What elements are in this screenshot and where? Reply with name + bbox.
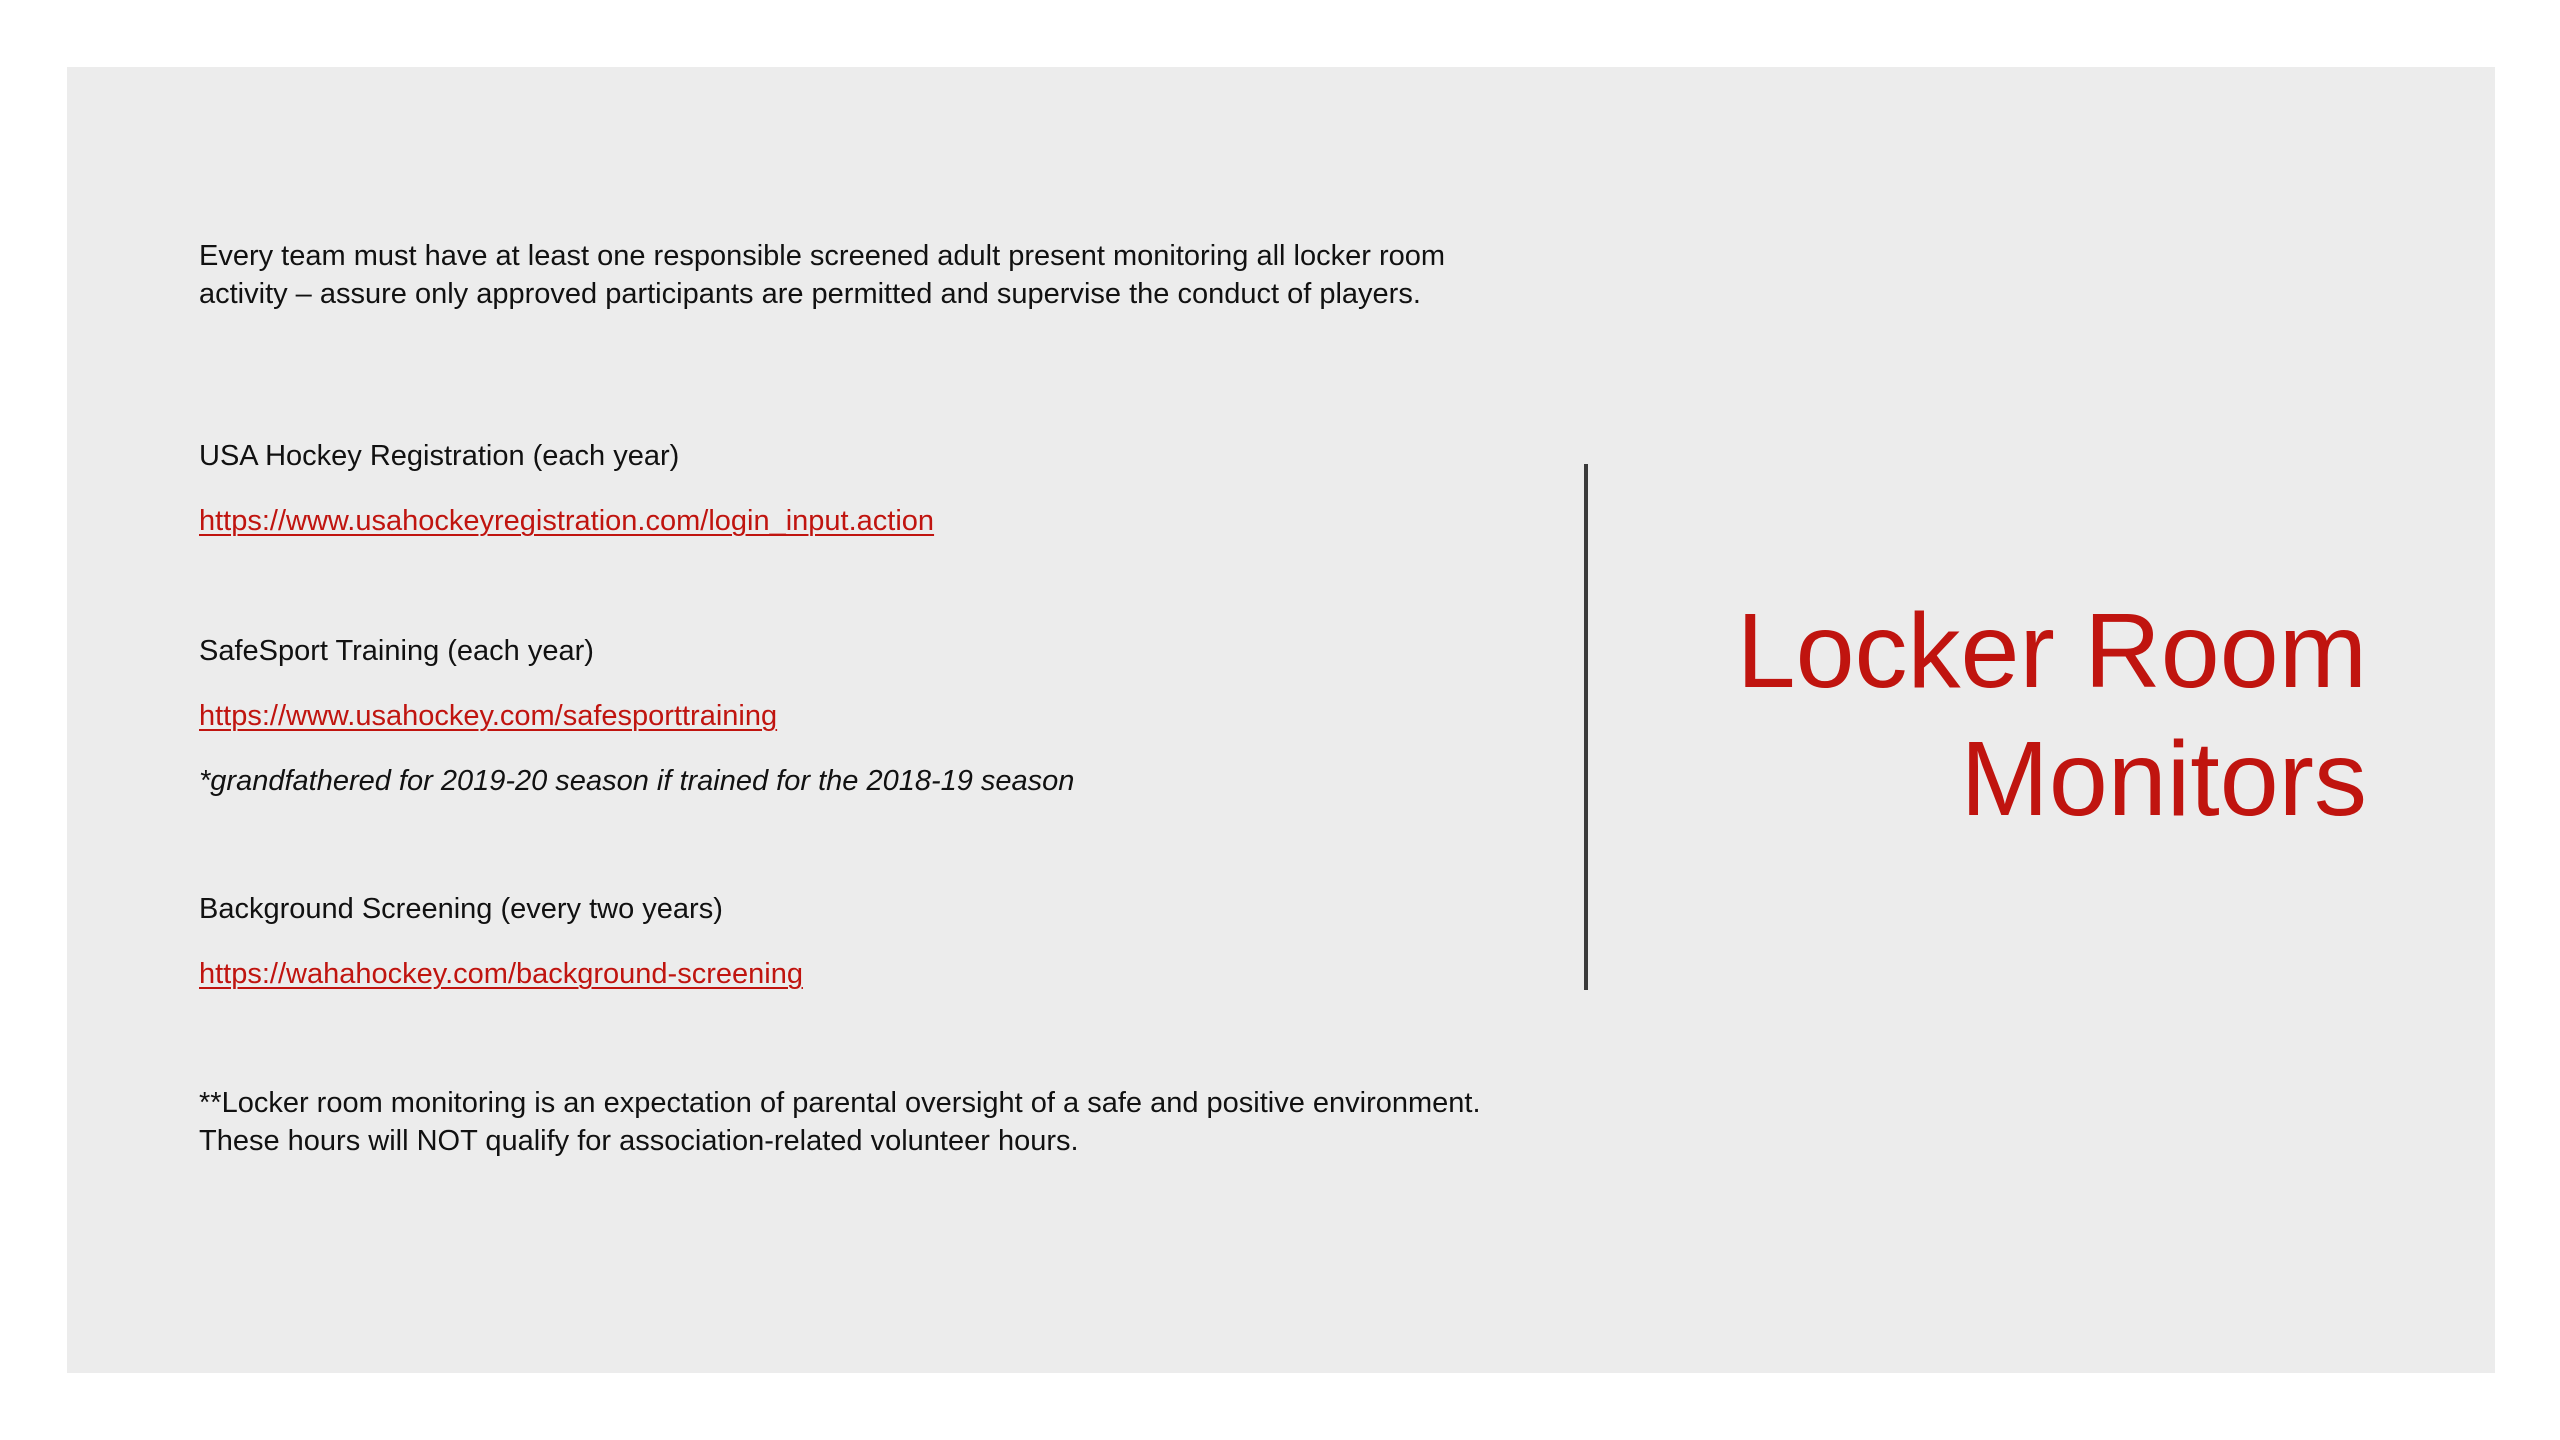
intro-paragraph: Every team must have at least one responsible screened adult present monitoring all locker room activity – assure only approved participants are permitted and supervise the conduct of players.	[199, 240, 1446, 310]
safesport-training-label: SafeSport Training (each year)	[199, 635, 594, 667]
safesport-grandfather-note: *grandfathered for 2019-20 season if trained for the 2018-19 season	[199, 765, 1075, 797]
slide-content	[199, 67, 1559, 1373]
usa-hockey-registration-label: USA Hockey Registration (each year)	[199, 440, 680, 472]
background-screening-label: Background Screening (every two years)	[199, 893, 723, 925]
footer-note: **Locker room monitoring is an expectation of parental oversight of a safe and positive environment. These hours will NOT qualify for association-related volunteer hours.	[199, 1087, 1481, 1157]
slide-title-line-2: Monitors	[1960, 720, 2367, 838]
slide-title-line-1: Locker Room	[1736, 592, 2367, 710]
slide	[67, 67, 2495, 1373]
usa-hockey-registration-link[interactable]: https://www.usahockeyregistration.com/login_input.action	[199, 505, 935, 537]
safesport-training-link[interactable]: https://www.usahockey.com/safesporttraining	[199, 700, 778, 732]
background-screening-link[interactable]: https://wahahockey.com/background-screening	[199, 958, 803, 990]
slide-title	[1567, 587, 2367, 843]
